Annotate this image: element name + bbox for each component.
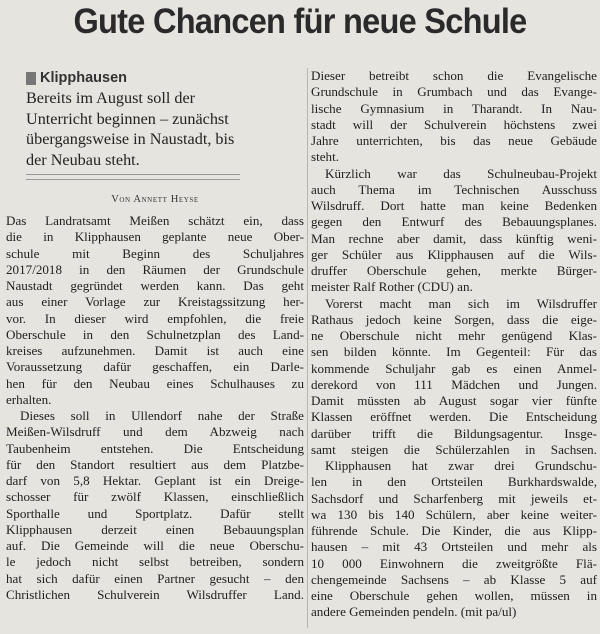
text-line: Jahre unterrichten, bis das neue Gebäude	[311, 133, 597, 148]
text-line: len in den Ortsteilen Burkhardswalde,	[311, 474, 597, 490]
text-line: Klipphausen derzeit einen Bebauungsplan	[6, 521, 304, 537]
text-line: 10 000 Einwohnern die zweitgrößte Flä-	[311, 555, 597, 571]
text-line: Voraussetzung dafür geschaffen, ein Darle-	[6, 359, 304, 375]
text-line: vor. In dieser wird empfohlen, die freie	[6, 310, 304, 326]
text-line: Man rechne aber damit, dass künftig weni-	[311, 230, 597, 246]
text-line: Sporthalle und Sportplatz. Dafür stellt	[6, 505, 304, 521]
text-line: stadt will der Schulverein höchstens zwei	[311, 116, 597, 132]
text-line: gegen den Entwurf des Bebauungsplanes.	[311, 214, 597, 230]
right-body-text	[311, 68, 597, 621]
text-line: chengemeinde Sachsens – ab Klasse 5 auf	[311, 571, 597, 587]
lead-line: übergangsweise in Naustadt, bis	[26, 130, 235, 148]
text-line: für den Standort resultiert aus dem Platzbe-	[6, 456, 304, 472]
text-line: samt steigen die Schülerzahlen in Sachsen.	[311, 441, 597, 457]
text-line: aus einer Vorlage zur Kreistagssitzung her-	[6, 294, 304, 310]
lead-divider	[26, 174, 240, 180]
kicker-square-icon	[26, 72, 36, 85]
text-line: derekord von 111 Mädchen und Jungen.	[311, 376, 597, 392]
text-line: ger Schüler aus Klipphausen auf die Wils-	[311, 246, 597, 262]
column-rule	[307, 68, 308, 628]
text-line: Dieses soll in Ullendorf nahe der Straße	[20, 408, 304, 423]
text-line: Kürzlich war das Schulneubau-Projekt	[325, 165, 597, 181]
lead-paragraph	[26, 88, 304, 170]
text-line: kommende Schuljahr gab es einen Anmel-	[311, 360, 597, 376]
text-line: darüber trifft die Bildungsagentur. Insge-	[311, 425, 597, 441]
text-line: Grundschule in Grumbach und das Evange-	[311, 84, 597, 100]
text-line: Rathaus jedoch keine Sorgen, dass die eige-	[311, 311, 597, 327]
text-line: meister Ralf Rother (CDU) an.	[311, 279, 473, 295]
kicker-label: Klipphausen	[40, 70, 128, 86]
text-line: Meißen-Wilsdruff und dem Abzweig nach	[6, 424, 304, 440]
text-line: darf von 5,8 Hektar. Geplant ist ein Dreige-	[6, 473, 304, 488]
text-line: wa 130 bis 140 Schülern, aber keine weiter-	[311, 506, 597, 522]
text-line: Klipphausen hat zwar drei Grundschu-	[325, 458, 597, 473]
kicker	[26, 68, 304, 88]
text-line: ne Oberschule nicht mehr genügend Klas-	[311, 328, 597, 343]
text-line: 2017/2018 in den Räumen der Grundschule	[6, 261, 304, 277]
headline: Gute Chancen für neue Schule	[73, 2, 527, 41]
text-line: Sachsdorf und Scharfenberg mit jeweils et-	[311, 490, 597, 506]
text-line: Naustadt gegründet werden kann. Das geht	[6, 278, 304, 293]
text-line: auch Thema im Technischen Ausschuss	[311, 181, 597, 197]
text-line: auf. Die Gemeinde will die neue Oberschu-	[6, 538, 304, 553]
text-line: druffer Oberschule gehen, merkte Bürger-	[311, 263, 597, 278]
text-line: die in Klipphausen geplante neue Ober-	[6, 229, 304, 245]
text-line: lische Gymnasium in Tharandt. In Nau-	[311, 100, 597, 116]
text-line: erhalten.	[6, 391, 52, 407]
text-line: hen für den Neubau eines Schulhauses zu	[6, 375, 304, 391]
text-line: Das Landratsamt Meißen schätzt ein, dass	[6, 213, 304, 228]
text-line: Taubenheim entstehen. Die Entscheidung	[6, 440, 304, 456]
byline: Von Annett Heyse	[111, 194, 199, 205]
left-column	[6, 68, 304, 603]
text-line: hausen – mit 43 Ortsteilen und mehr als	[311, 539, 597, 555]
text-line: hat sich dafür einen Partner gesucht – den	[6, 570, 304, 586]
lead-line: der Neubau steht.	[26, 150, 140, 169]
right-column	[311, 68, 597, 621]
text-line: führende Schule. Die Kinder, die aus Klipp-	[311, 523, 597, 538]
text-line: kreises aufzunehmen. Damit ist auch eine	[6, 343, 304, 358]
text-line: andere Gemeinden pendeln. (mit pa/ul)	[311, 604, 517, 620]
text-line: Vorerst macht man sich im Wilsdruffer	[325, 295, 597, 311]
text-line: Klassen eröffnet werden. Die Entscheidung	[311, 409, 597, 425]
text-line: Wilsdruff. Dort hatte man keine Bedenken	[311, 198, 597, 213]
lead-line: Unterricht beginnen – zunächst	[26, 109, 229, 128]
text-line: Oberschule in den Schulnetzplan des Land-	[6, 326, 304, 342]
text-line: Dieser betreibt schon die Evangelische	[311, 68, 597, 83]
text-line: le jedoch nicht selbst betreiben, sondern	[6, 554, 304, 570]
text-line: steht.	[311, 149, 340, 165]
text-line: Damit müssten ab August sogar vier fünfte	[311, 393, 597, 408]
text-line: Christlichen Schulverein Wilsdruffer Land.	[6, 586, 304, 602]
text-line: schule mit Beginn des Schuljahres	[6, 245, 304, 261]
text-line: schosser für zwölf Klassen, einschließlich	[6, 489, 304, 505]
text-line: sen bilden könnte. Im Gegenteil: Für das	[311, 344, 597, 360]
left-body-text	[6, 213, 304, 603]
text-line: eine Oberschule gehen wollen, müssen in	[311, 588, 597, 603]
lead-line: Bereits im August soll der	[26, 89, 196, 107]
